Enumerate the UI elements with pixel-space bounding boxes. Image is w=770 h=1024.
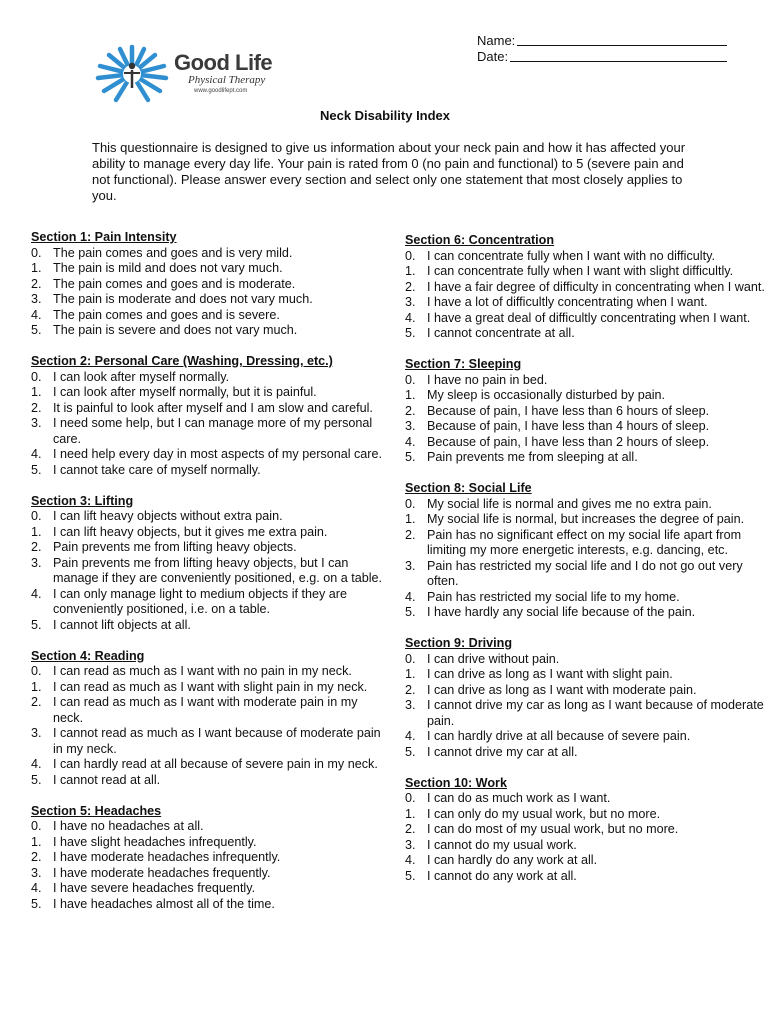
answer-option[interactable] [31,819,391,835]
option-number: 5. [405,326,416,340]
option-number: 2. [405,682,416,697]
option-number: 3. [31,292,42,306]
answer-option[interactable] [405,280,765,296]
answer-option[interactable] [405,326,765,342]
option-text: I can only do my usual work, but no more. [427,806,661,821]
option-text: I can drive as long as I want with moderate pain. [427,682,697,697]
option-text: My social life is normal, but increases the degree of pain. [427,512,745,526]
answer-option[interactable] [405,869,765,885]
option-text: I need help every day in most aspects of my personal care. [53,447,383,461]
option-number: 2. [31,400,42,415]
answer-option[interactable] [405,590,765,606]
option-number: 0. [405,372,416,387]
option-text: Pain has no significant effect on my social life apart from limiting my more energetic interests, e.g. dancing, etc. [427,527,742,557]
option-text: I cannot read as much as I want because of moderate pain in my neck. [53,726,381,756]
section-title: Section 2: Personal Care (Washing, Dressing, etc.) [31,354,333,368]
option-number: 4. [405,434,416,449]
option-number: 3. [31,416,42,430]
answer-option[interactable] [405,683,765,699]
answer-option[interactable] [405,512,765,528]
option-number: 0. [31,819,42,833]
answer-option[interactable] [31,261,391,277]
answer-option[interactable] [405,249,765,265]
answer-option[interactable] [405,559,765,590]
option-number: 0. [31,369,42,384]
option-text: I have severe headaches frequently. [53,881,256,895]
answer-option[interactable] [31,726,391,757]
answer-option[interactable] [405,745,765,761]
answer-option[interactable] [405,822,765,838]
option-number: 1. [405,806,416,821]
section-title: Section 1: Pain Intensity [31,230,177,244]
answer-option[interactable] [31,416,391,447]
intro-paragraph: This questionnaire is designed to give us information about your neck pain and how it has affected your ability to manage every day life. Your pain is rated from 0 (no pain and functional) to 5 (severe pain and not functional). Please answer every section and select only one statement that most closely applies to you. [92,140,686,203]
answer-option[interactable] [31,525,391,541]
option-number: 3. [31,555,42,570]
section-title: Section 7: Sleeping [405,357,522,371]
answer-option[interactable] [31,587,391,618]
logo-brand-text: Good Life [174,50,273,75]
option-number: 4. [31,307,42,322]
answer-option[interactable] [405,419,765,435]
option-text: I need some help, but I can manage more of my personal care. [53,416,373,446]
answer-option[interactable] [31,757,391,773]
answer-option[interactable] [405,698,765,729]
answer-option[interactable] [31,695,391,726]
option-text: I cannot lift objects at all. [53,617,191,632]
option-number: 5. [31,617,42,632]
option-number: 1. [31,261,42,275]
option-number: 3. [405,558,416,573]
option-text: I cannot do my usual work. [427,837,577,852]
answer-option[interactable] [31,246,391,262]
option-number: 4. [405,310,416,325]
option-number: 4. [405,853,416,867]
section-title: Section 9: Driving [405,636,513,650]
answer-option[interactable] [31,773,391,789]
option-number: 2. [405,527,416,542]
answer-option[interactable] [31,881,391,897]
option-text: I can read as much as I want with slight pain in my neck. [53,679,368,694]
option-text: Because of pain, I have less than 2 hours of sleep. [427,434,710,449]
option-number: 2. [405,822,416,836]
questionnaire-section [31,649,391,789]
answer-option[interactable] [31,680,391,696]
option-number: 4. [31,586,42,601]
answer-option[interactable] [405,729,765,745]
option-number: 5. [31,896,42,911]
name-date-block [477,33,727,65]
option-text: I can look after myself normally, but it is painful. [53,385,317,399]
option-text: I can only manage light to medium objects if they are conveniently positioned, i.e. on a table. [53,586,348,616]
option-number: 0. [405,791,416,805]
option-number: 2. [31,276,42,291]
option-text: I have moderate headaches infrequently. [53,850,281,864]
option-number: 0. [405,496,416,511]
option-text: I can read as much as I want with moderate pain in my neck. [53,695,358,725]
answer-option[interactable] [405,264,765,280]
option-text: I have a lot of difficultly concentrating when I want. [427,295,708,309]
option-text: I can lift heavy objects without extra pain. [53,509,283,523]
option-number: 5. [405,605,416,619]
option-number: 4. [31,881,42,895]
answer-option[interactable] [405,388,765,404]
option-number: 4. [405,729,416,743]
section-title: Section 8: Social Life [405,481,532,495]
option-text: I can do as much work as I want. [427,791,611,805]
option-number: 4. [405,589,416,604]
date-label: Date: [477,49,509,64]
option-text: I can drive without pain. [427,651,560,666]
option-number: 2. [31,850,42,864]
option-text: My social life is normal and gives me no extra pain. [427,496,712,511]
answer-option[interactable] [31,447,391,463]
answer-option[interactable] [405,450,765,466]
option-text: Pain has restricted my social life to my home. [427,589,680,604]
option-number: 2. [405,403,416,418]
logo-starburst-icon [92,44,172,104]
option-text: I can concentrate fully when I want with no difficulty. [427,248,715,263]
name-row [477,33,727,49]
option-text: I can do most of my usual work, but no more. [427,822,679,836]
section-title: Section 6: Concentration [405,233,555,247]
option-text: I have a great deal of difficultly concentrating when I want. [427,310,751,325]
option-number: 5. [31,772,42,787]
option-number: 3. [405,698,416,712]
option-number: 1. [31,834,42,849]
answer-option[interactable] [31,835,391,851]
answer-option[interactable] [31,866,391,882]
answer-option[interactable] [31,308,391,324]
option-number: 2. [31,695,42,709]
answer-option[interactable] [31,618,391,634]
option-text: I can drive as long as I want with slight pain. [427,667,673,681]
option-text: The pain is mild and does not vary much. [53,261,283,275]
option-text: Pain has restricted my social life and I do not go out very often. [427,558,743,588]
option-number: 3. [405,837,416,852]
option-number: 5. [405,868,416,883]
option-text: I cannot drive my car at all. [427,744,578,759]
option-text: It is painful to look after myself and I am slow and careful. [53,400,373,415]
questionnaire-section [405,481,765,621]
section-title: Section 3: Lifting [31,493,134,508]
option-number: 3. [405,295,416,309]
answer-option[interactable] [31,323,391,339]
option-text: The pain is moderate and does not vary much. [53,292,313,306]
option-text: I can read as much as I want with no pain in my neck. [53,664,352,678]
option-number: 1. [31,385,42,399]
name-label: Name: [477,33,516,48]
option-number: 0. [31,664,42,678]
date-row [477,49,727,65]
option-text: The pain comes and goes and is moderate. [53,276,296,291]
section-title: Section 5: Headaches [31,803,162,818]
option-number: 3. [31,865,42,880]
left-column [31,230,391,928]
option-number: 2. [31,540,42,554]
option-text: The pain comes and goes and is severe. [53,307,280,322]
option-text: I have slight headaches infrequently. [53,834,257,849]
option-text: I have no headaches at all. [53,819,204,833]
option-number: 1. [31,524,42,539]
answer-option[interactable] [31,664,391,680]
option-number: 5. [31,323,42,337]
option-text: I can hardly do any work at all. [427,853,598,867]
option-text: I cannot read at all. [53,772,161,787]
option-number: 4. [31,757,42,771]
questionnaire-section [405,776,765,885]
option-text: The pain is severe and does not vary much. [53,323,298,337]
questionnaire-section [405,233,765,342]
option-text: I can hardly drive at all because of severe pain. [427,729,691,743]
questionnaire-section [405,636,765,760]
answer-option[interactable] [405,404,765,420]
option-text: I cannot take care of myself normally. [53,462,261,477]
answer-option[interactable] [405,497,765,513]
answer-option[interactable] [31,385,391,401]
company-logo [92,44,282,104]
option-text: I have hardly any social life because of the pain. [427,605,696,619]
option-number: 1. [405,512,416,526]
option-number: 1. [405,264,416,278]
answer-option[interactable] [405,528,765,559]
answer-option[interactable] [405,605,765,621]
option-text: I can concentrate fully when I want with slight difficultly. [427,264,734,278]
option-text: I can hardly read at all because of severe pain in my neck. [53,757,378,771]
option-text: My sleep is occasionally disturbed by pain. [427,388,666,402]
answer-option[interactable] [405,373,765,389]
option-number: 5. [405,450,416,464]
answer-option[interactable] [405,853,765,869]
section-title: Section 4: Reading [31,648,145,663]
questionnaire-section [31,354,391,478]
answer-option[interactable] [31,463,391,479]
option-number: 3. [31,726,42,740]
page-title: Neck Disability Index [319,108,451,123]
option-text: I can lift heavy objects, but it gives me extra pain. [53,524,328,539]
option-text: Pain prevents me from sleeping at all. [427,450,638,464]
answer-option[interactable] [31,401,391,417]
answer-option[interactable] [405,667,765,683]
right-column [405,233,765,900]
option-text: I have no pain in bed. [427,372,548,387]
option-text: I have moderate headaches frequently. [53,865,271,880]
option-number: 1. [405,388,416,402]
answer-option[interactable] [405,652,765,668]
section-title: Section 10: Work [405,775,507,790]
option-text: Because of pain, I have less than 6 hours of sleep. [427,403,710,418]
answer-option[interactable] [405,435,765,451]
answer-option[interactable] [31,509,391,525]
date-field[interactable] [510,49,727,62]
logo-url: www.goodlifept.com [194,88,248,94]
option-text: Pain prevents me from lifting heavy objects. [53,540,297,554]
answer-option[interactable] [405,295,765,311]
option-text: I have a fair degree of difficulty in concentrating when I want. [427,279,765,294]
answer-option[interactable] [31,370,391,386]
answer-option[interactable] [405,807,765,823]
answer-option[interactable] [31,556,391,587]
option-number: 2. [405,279,416,294]
option-number: 1. [405,667,416,681]
option-text: Pain prevents me from lifting heavy objects, but I can manage if they are conveniently positioned, e.g. on a table. [53,555,383,585]
answer-option[interactable] [405,791,765,807]
option-text: I cannot drive my car as long as I want because of moderate pain. [427,698,764,728]
option-number: 5. [405,744,416,759]
option-number: 0. [31,245,42,260]
option-number: 0. [31,509,42,523]
questionnaire-section [405,357,765,466]
option-number: 3. [405,419,416,433]
option-text: I cannot do any work at all. [427,868,577,883]
option-number: 0. [405,651,416,666]
option-text: I have headaches almost all of the time. [53,896,275,911]
option-text: I can look after myself normally. [53,369,230,384]
answer-option[interactable] [405,838,765,854]
option-text: I cannot concentrate at all. [427,326,575,340]
questionnaire-section [31,230,391,339]
questionnaire-section [31,494,391,634]
option-number: 0. [405,248,416,263]
answer-option[interactable] [31,292,391,308]
answer-option[interactable] [31,540,391,556]
answer-option[interactable] [31,897,391,913]
logo-subtitle: Physical Therapy [188,74,266,86]
option-text: The pain comes and goes and is very mild. [53,245,293,260]
option-number: 4. [31,447,42,461]
option-number: 1. [31,679,42,694]
name-field[interactable] [517,33,727,46]
answer-option[interactable] [31,277,391,293]
answer-option[interactable] [405,311,765,327]
option-number: 5. [31,462,42,477]
option-text: Because of pain, I have less than 4 hours of sleep. [427,419,710,433]
questionnaire-section [31,804,391,913]
answer-option[interactable] [31,850,391,866]
